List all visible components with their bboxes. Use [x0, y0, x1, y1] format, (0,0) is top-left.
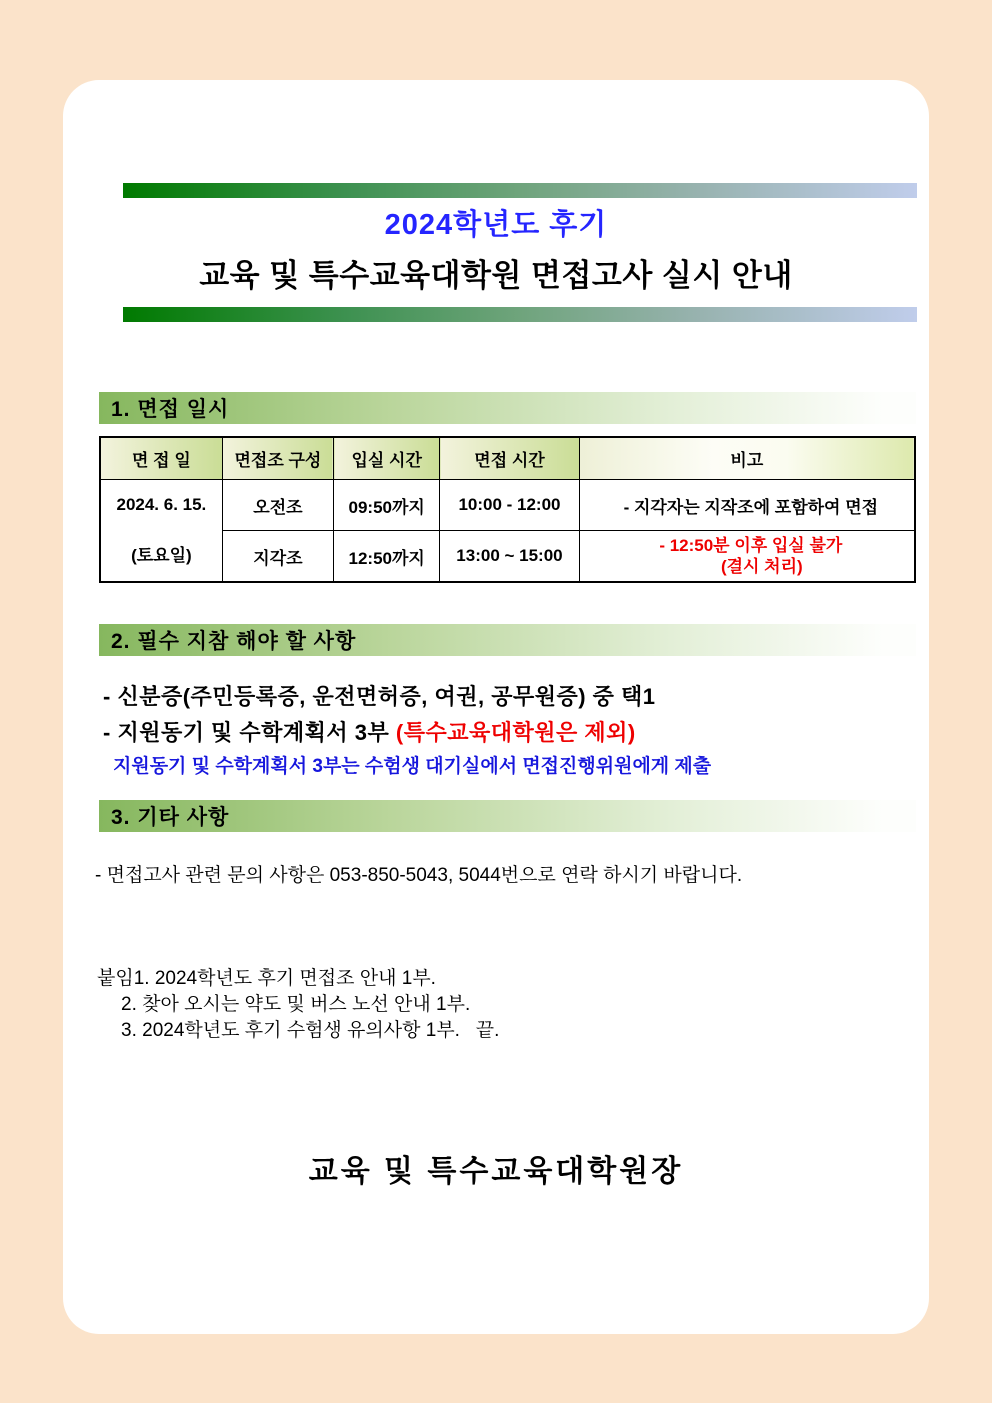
table-header-row: [100, 437, 915, 480]
notice-card: [63, 80, 929, 1334]
section2-heading: 2. 필수 지참 해야 할 사항: [111, 630, 357, 653]
remark-morning: - 지각자는 지작조에 포함하여 면접: [579, 480, 915, 531]
required-item-documents-exception: (특수교육대학원은 제외): [395, 720, 636, 745]
col-header-interview-time: 면접 시간: [440, 437, 579, 480]
title-bottom-gradient-bar: [123, 307, 917, 322]
interview-time-late: 13:00 ~ 15:00: [440, 531, 579, 583]
remark-late-line1: - 12:50분 이후 입실 불가: [659, 536, 843, 555]
interview-date-cell: [100, 480, 222, 583]
group-morning: 오전조: [222, 480, 333, 531]
section1-heading: 1. 면접 일시: [111, 398, 230, 421]
entry-time-morning: 09:50까지: [334, 480, 440, 531]
attachment-item-3: 3. 2024학년도 후기 수험생 유의사항 1부. 끝.: [121, 1020, 500, 1041]
document-subtitle: 2024학년도 후기: [384, 209, 608, 241]
attachment-item-2: 2. 찾아 오시는 약도 및 버스 노선 안내 1부.: [121, 994, 471, 1015]
attachment-item-1: 붙임1. 2024학년도 후기 면접조 안내 1부.: [97, 968, 436, 989]
interview-time-morning: 10:00 - 12:00: [440, 480, 579, 531]
col-header-entry-time: 입실 시간: [334, 437, 440, 480]
remark-late-line2: (결시 처리): [720, 557, 803, 576]
col-header-interview-date: 면 접 일: [100, 437, 222, 480]
interview-schedule-table: [99, 436, 916, 583]
table-row: [100, 531, 915, 583]
col-header-group: 면접조 구성: [222, 437, 333, 480]
submission-note: 지원동기 및 수학계획서 3부는 수험생 대기실에서 면접진행위원에게 제출: [113, 756, 712, 777]
issuer-signature: 교육 및 특수교육대학원장: [308, 1155, 684, 1188]
group-late: 지각조: [222, 531, 333, 583]
col-header-remark: 비고: [579, 437, 915, 480]
required-item-documents-text: - 지원동기 및 수학계획서 3부: [103, 720, 396, 745]
interview-day: (토요일): [131, 545, 192, 565]
interview-date: 2024. 6. 15.: [116, 495, 207, 515]
contact-info: - 면접고사 관련 문의 사항은 053-850-5043, 5044번으로 연락 하시기 바랍니다.: [95, 865, 743, 886]
title-top-gradient-bar: [123, 183, 917, 198]
attachment-list: [97, 966, 499, 1044]
document-title: 교육 및 특수교육대학원 면접고사 실시 안내: [199, 258, 793, 293]
section2-heading-bar: [99, 624, 916, 656]
remark-late: [579, 531, 915, 583]
required-item-id: - 신분증(주민등록증, 운전면허증, 여권, 공무원증) 중 택1: [103, 684, 656, 709]
section3-heading: 3. 기타 사항: [111, 806, 230, 829]
entry-time-late: 12:50까지: [334, 531, 440, 583]
table-row: [100, 480, 915, 531]
section3-heading-bar: [99, 800, 916, 832]
section1-heading-bar: [99, 392, 916, 424]
required-item-documents: [103, 716, 636, 747]
